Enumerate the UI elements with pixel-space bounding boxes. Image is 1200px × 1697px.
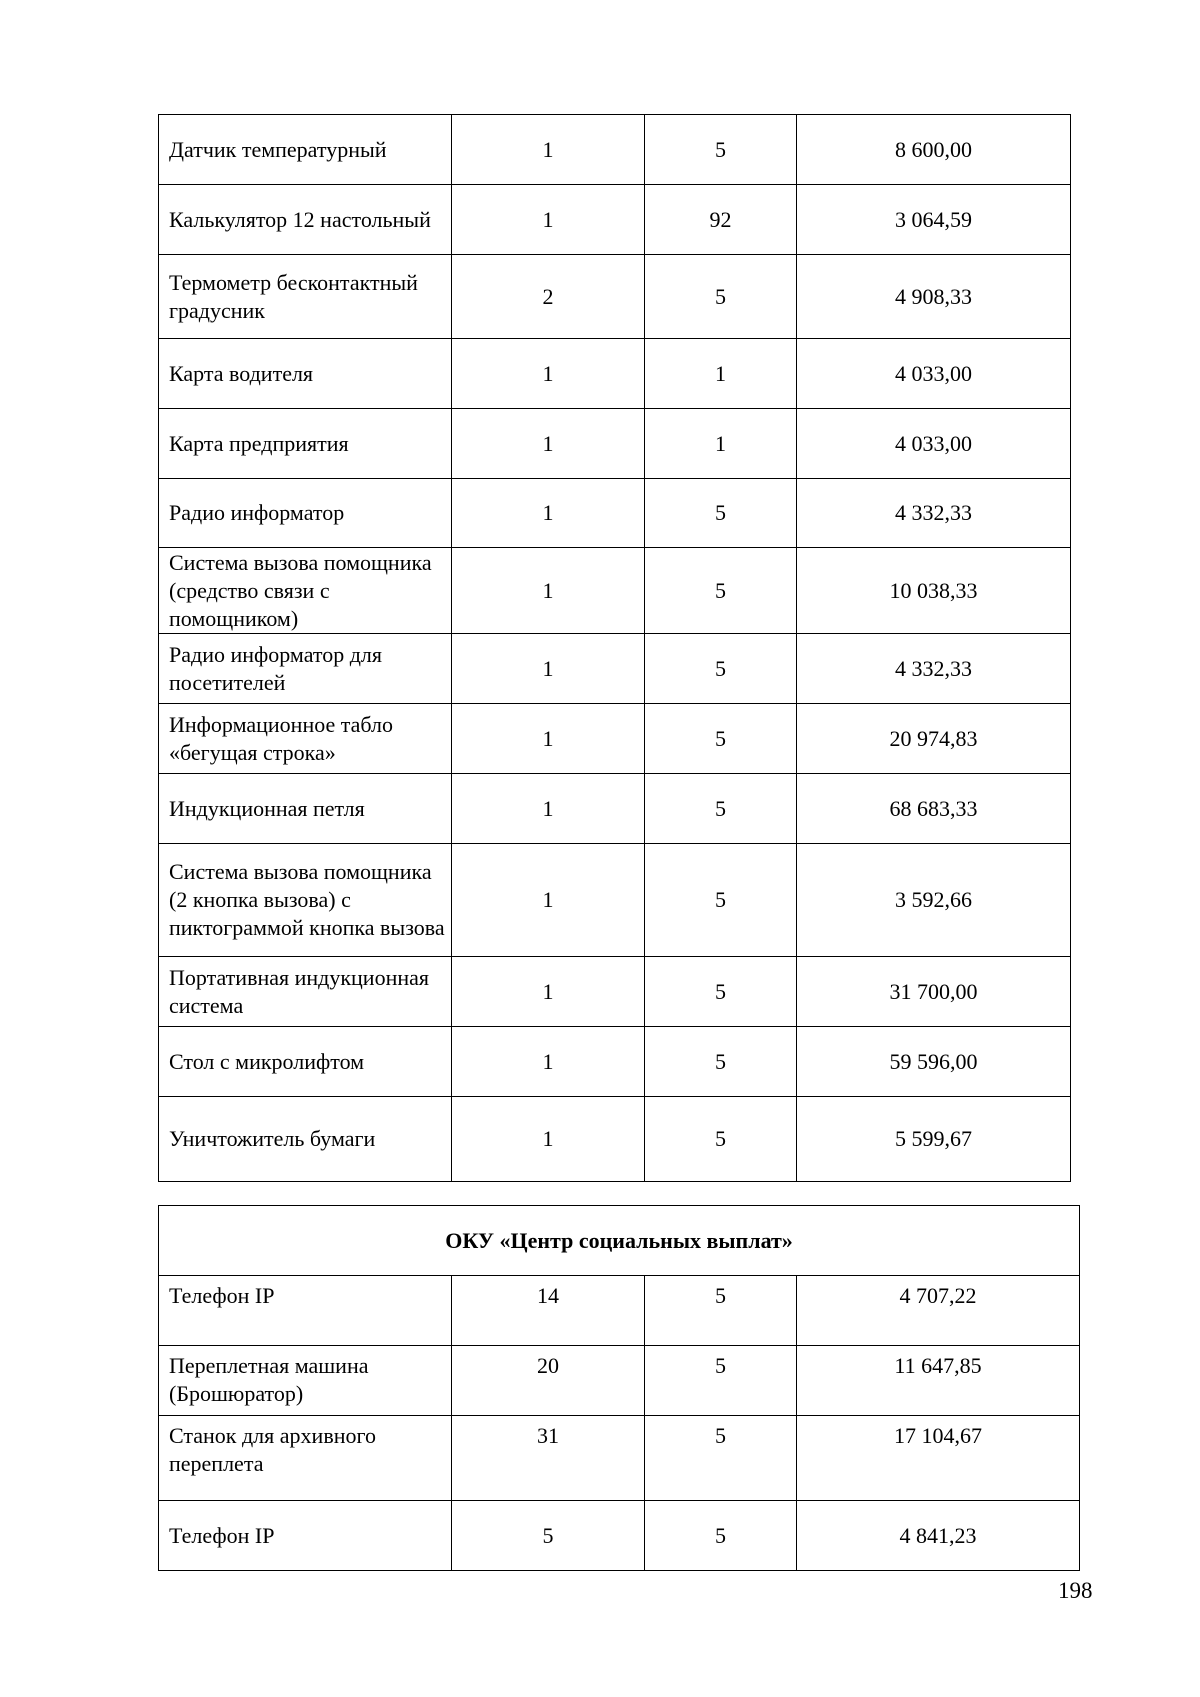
equipment-table — [158, 114, 1071, 1182]
item-name: Система вызова помощника (2 кнопка вызова) с пиктограммой кнопка вызова — [159, 844, 452, 957]
item-col1: 1 — [452, 339, 645, 409]
item-name: Система вызова помощника (средство связи с помощником) — [159, 548, 452, 634]
item-name: Датчик температурный — [159, 115, 452, 185]
item-name: Стол с микролифтом — [159, 1027, 452, 1097]
item-col2: 5 — [645, 1346, 797, 1416]
item-name: Радио информатор для посетителей — [159, 634, 452, 704]
item-col1: 1 — [452, 115, 645, 185]
table-row — [159, 255, 1071, 339]
item-name: Термометр бесконтактный градусник — [159, 255, 452, 339]
item-price: 3 592,66 — [797, 844, 1071, 957]
item-price: 4 908,33 — [797, 255, 1071, 339]
section-header-row — [159, 1206, 1080, 1276]
item-name: Радио информатор — [159, 479, 452, 548]
item-name: Калькулятор 12 настольный — [159, 185, 452, 255]
item-col2: 5 — [645, 844, 797, 957]
table-row — [159, 548, 1071, 634]
item-price: 4 332,33 — [797, 479, 1071, 548]
page-number: 198 — [1058, 1578, 1093, 1603]
table-row — [159, 1027, 1071, 1097]
item-price: 3 064,59 — [797, 185, 1071, 255]
table-row — [159, 634, 1071, 704]
item-name: Портативная индукционная система — [159, 957, 452, 1027]
item-col1: 1 — [452, 957, 645, 1027]
item-name: Индукционная петля — [159, 774, 452, 844]
table-row — [159, 1097, 1071, 1182]
item-price: 20 974,83 — [797, 704, 1071, 774]
item-col1: 1 — [452, 634, 645, 704]
item-col1: 1 — [452, 844, 645, 957]
item-col1: 1 — [452, 409, 645, 479]
item-col2: 1 — [645, 339, 797, 409]
item-col2: 5 — [645, 255, 797, 339]
item-price: 11 647,85 — [797, 1346, 1080, 1416]
item-name: Телефон IP — [159, 1501, 452, 1571]
item-name: Телефон IP — [159, 1276, 452, 1346]
table-row — [159, 185, 1071, 255]
table-row — [159, 479, 1071, 548]
social-payments-table — [158, 1205, 1080, 1571]
item-col2: 5 — [645, 1027, 797, 1097]
item-price: 4 841,23 — [797, 1501, 1080, 1571]
item-name: Информационное табло «бегущая строка» — [159, 704, 452, 774]
item-price: 17 104,67 — [797, 1416, 1080, 1501]
table-row — [159, 1416, 1080, 1501]
item-col2: 5 — [645, 115, 797, 185]
table-row — [159, 339, 1071, 409]
item-col2: 5 — [645, 957, 797, 1027]
table-row — [159, 957, 1071, 1027]
item-col1: 14 — [452, 1276, 645, 1346]
item-col1: 1 — [452, 548, 645, 634]
table-row — [159, 704, 1071, 774]
table-row — [159, 844, 1071, 957]
table-row — [159, 1501, 1080, 1571]
item-price: 5 599,67 — [797, 1097, 1071, 1182]
item-col2: 5 — [645, 1276, 797, 1346]
item-price: 59 596,00 — [797, 1027, 1071, 1097]
item-col1: 1 — [452, 479, 645, 548]
item-price: 4 033,00 — [797, 339, 1071, 409]
item-col2: 5 — [645, 1501, 797, 1571]
item-col1: 1 — [452, 1097, 645, 1182]
item-col1: 5 — [452, 1501, 645, 1571]
table-row — [159, 409, 1071, 479]
item-price: 31 700,00 — [797, 957, 1071, 1027]
item-col2: 5 — [645, 704, 797, 774]
item-col2: 5 — [645, 634, 797, 704]
item-price: 4 332,33 — [797, 634, 1071, 704]
item-col1: 1 — [452, 185, 645, 255]
item-col2: 5 — [645, 774, 797, 844]
item-price: 8 600,00 — [797, 115, 1071, 185]
item-col1: 2 — [452, 255, 645, 339]
item-col1: 1 — [452, 704, 645, 774]
table-row — [159, 115, 1071, 185]
item-price: 68 683,33 — [797, 774, 1071, 844]
item-col2: 92 — [645, 185, 797, 255]
section-title: ОКУ «Центр социальных выплат» — [159, 1206, 1080, 1276]
item-name: Уничтожитель бумаги — [159, 1097, 452, 1182]
item-col2: 5 — [645, 1416, 797, 1501]
table-row — [159, 1346, 1080, 1416]
item-col2: 5 — [645, 548, 797, 634]
item-col2: 5 — [645, 479, 797, 548]
item-col1: 31 — [452, 1416, 645, 1501]
table-row — [159, 1276, 1080, 1346]
item-col2: 1 — [645, 409, 797, 479]
item-name: Карта водителя — [159, 339, 452, 409]
item-col1: 20 — [452, 1346, 645, 1416]
item-name: Переплетная машина (Брошюратор) — [159, 1346, 452, 1416]
item-price: 4 033,00 — [797, 409, 1071, 479]
item-col1: 1 — [452, 774, 645, 844]
item-price: 10 038,33 — [797, 548, 1071, 634]
item-name: Станок для архивного переплета — [159, 1416, 452, 1501]
item-col2: 5 — [645, 1097, 797, 1182]
table-row — [159, 774, 1071, 844]
item-col1: 1 — [452, 1027, 645, 1097]
item-price: 4 707,22 — [797, 1276, 1080, 1346]
item-name: Карта предприятия — [159, 409, 452, 479]
